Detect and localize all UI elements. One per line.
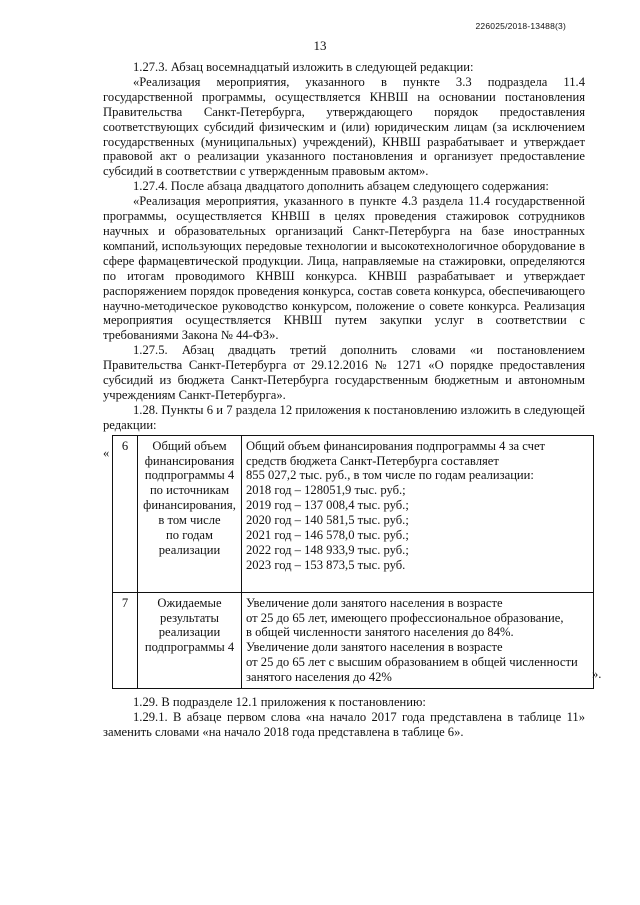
paragraph-1-27-4: 1.27.4. После абзаца двадцатого дополнить абзацем следующего содержания: <box>133 179 549 194</box>
table-row <box>113 435 594 592</box>
document-body <box>103 60 585 740</box>
paragraph-1-28: 1.28. Пункты 6 и 7 раздела 12 приложения к постановлению изложить в следующей редакции: <box>103 402 585 432</box>
paragraph-1-29-1: 1.29.1. В абзаце первом слова «на начало 2017 года представлена в таблице 11» заменить словами «на начало 2018 года представлена в таблице 6». <box>103 710 585 739</box>
row-number: 6 <box>113 435 138 592</box>
paragraph-1-27-3: 1.27.3. Абзац восемнадцатый изложить в следующей редакции: <box>133 60 474 74</box>
table-row <box>113 592 594 688</box>
row-name: Общий объем финансирования подпрограммы 4 по источникам финансирования, в том числе по годам реализации <box>138 435 242 592</box>
row-name: Ожидаемые результаты реализации подпрограммы 4 <box>138 592 242 688</box>
paragraph-1-27-3-text: «Реализация мероприятия, указанного в пункте 3.3 подраздела 11.4 государственной программы, осуществляется КНВШ на основании постановления Правительства Санкт-Петербурга, утверждающего порядок предоставления соответствующих субсидий физическим и (или) юридическим лицам (за исключением государственных (муниципальных) учреждений), КНВШ разрабатывает и утверждает правовой акт о реализации указанного постановления и организует предоставление субсидий в соответствии с утвержденным правовым актом». <box>103 74 585 179</box>
paragraph-1-29: 1.29. В подразделе 12.1 приложения к постановлению: <box>133 695 426 710</box>
table-close-quote: ». <box>592 667 602 681</box>
page-number: 13 <box>313 38 327 53</box>
row-number: 7 <box>113 592 138 688</box>
row-value: Общий объем финансирования подпрограммы 4 за счет средств бюджета Санкт-Петербурга составляет 855 027,2 тыс. руб., в том числе по годам реализации: 2018 год – 128051,9 тыс. руб.; 2019 год – 137 008,4 тыс. руб.; 2020 год – 140 581,5 тыс. руб.; 2021 год – 146 578,0 тыс. руб.; 2022 год – 148 933,9 тыс. руб.; 2023 год – 153 873,5 тыс. руб. <box>242 435 594 592</box>
paragraph-1-27-5: 1.27.5. Абзац двадцать третий дополнить словами «и постановлением Правительства Санкт-Петербурга от 29.12.2016 № 1271 «О порядке предоставления субсидий из бюджета Санкт-Петербурга государственным бюджетным и автономным учреждениям Санкт-Петербурга». <box>103 343 585 402</box>
row-value: Увеличение доли занятого населения в возрасте от 25 до 65 лет, имеющего профессиональное образование, в общей численности занятого населения до 84%. Увеличение доли занятого населения в возрасте от 25 до 65 лет с высшим образованием в общей численности занятого населения до 42% <box>242 592 594 688</box>
paragraph-1-27-4-text: «Реализация мероприятия, указанного в пункте 4.3 раздела 11.4 государственной программы, осуществляется КНВШ в целях проведения стажировок сотрудников научных и образовательных организаций Санкт-Петербурга на базе иностранных компаний, использующих передовые технологии и высокотехнологичное оборудование в сфере фармацевтической продукции. Лица, направляемые на стажировки, определяются по итогам проводимого КНВШ конкурса. КНВШ разрабатывает и утверждает распоряжением порядок проведения конкурса, состав совета конкурса, обеспечивающего научно-методическое руководство конкурсом, положение о совете конкурса. Реализация мероприятия осуществляется КНВШ путем закупки услуг в соответствии с требованиями Закона № 44-ФЗ». <box>103 194 585 343</box>
table-open-quote: « <box>103 446 110 460</box>
subprogram-table <box>112 435 594 689</box>
document-number: 226025/2018-13488(3) <box>475 21 566 31</box>
